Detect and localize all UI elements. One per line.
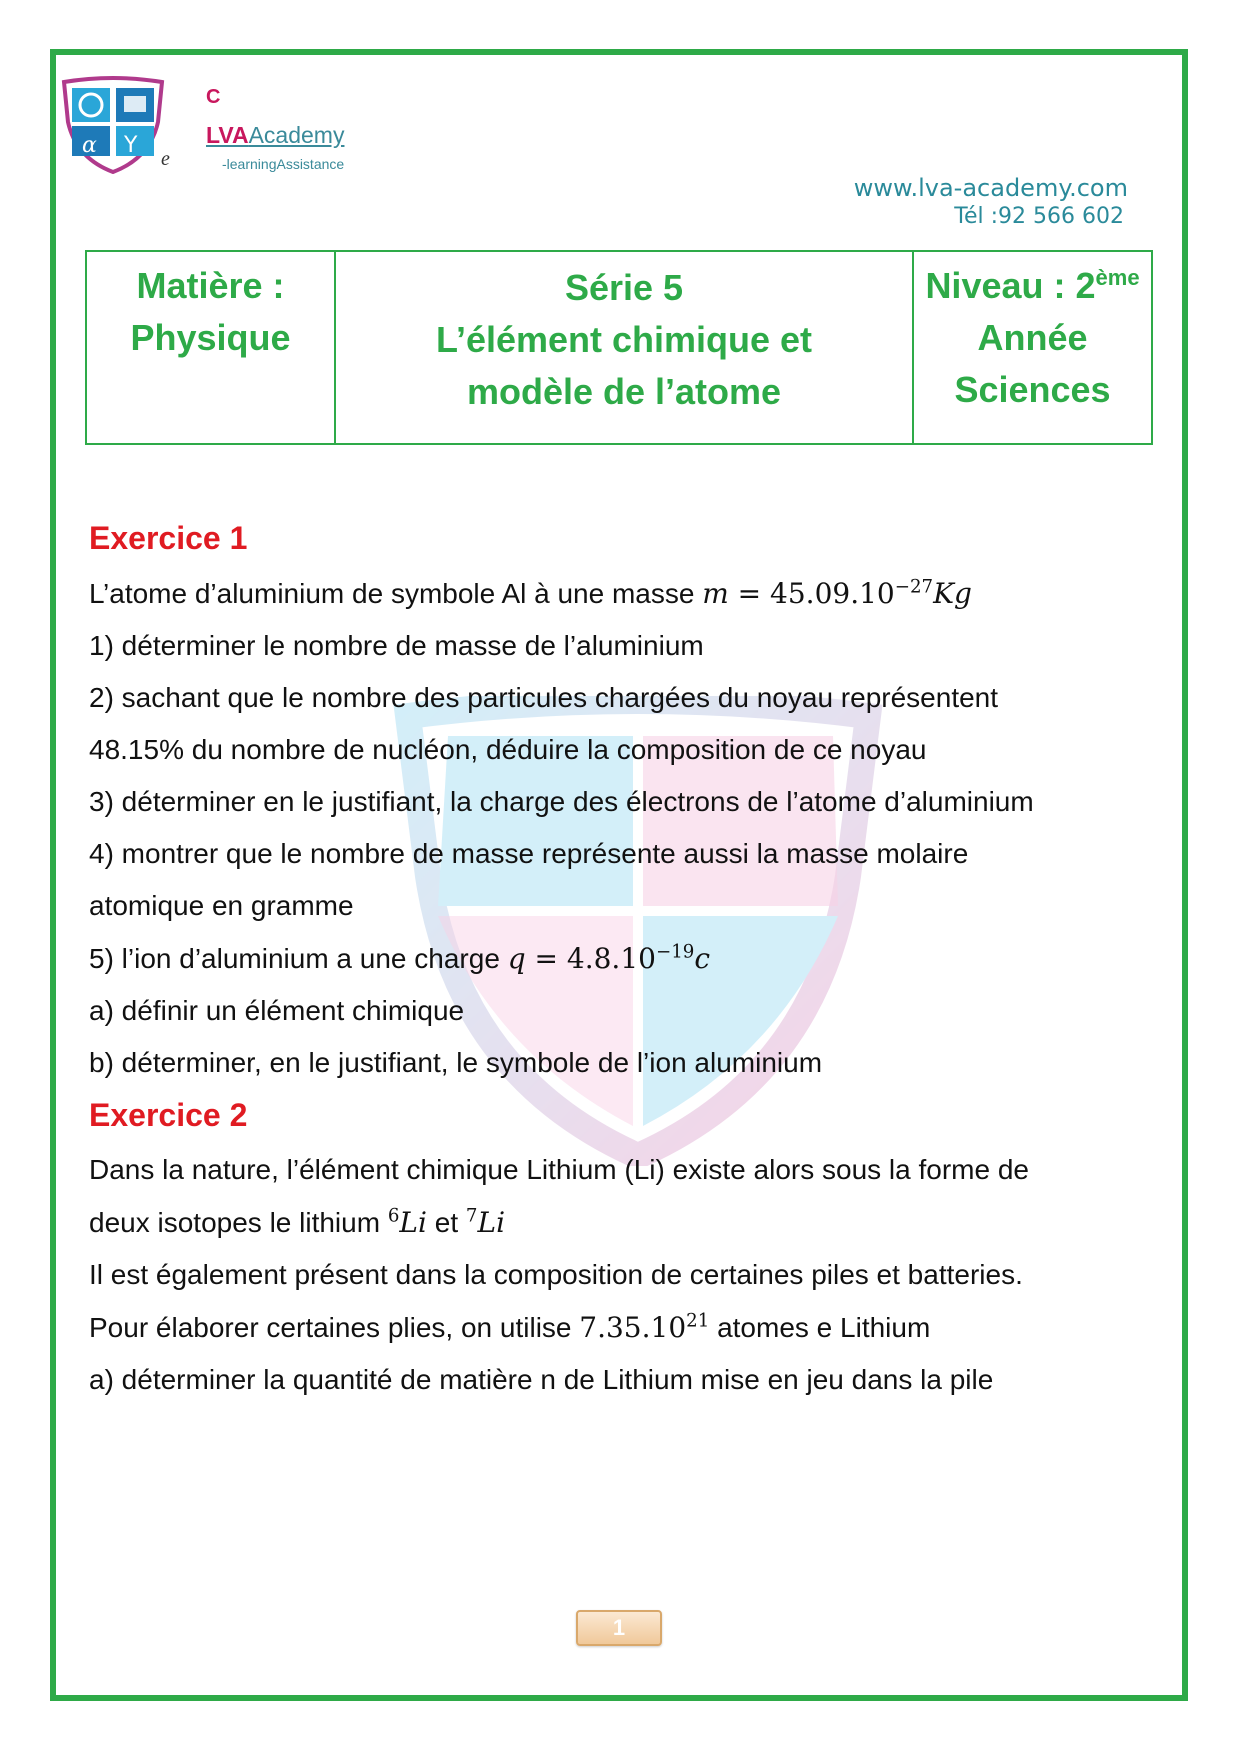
level-prefix: Niveau : 2: [925, 265, 1096, 306]
ex1-mass-eq: =: [728, 577, 771, 610]
ex2-p4-text: Pour élaborer certaines plies, on utilise: [89, 1312, 580, 1343]
lithium-7-symbol: Li: [477, 1206, 506, 1239]
ex2-p4-val: 7.35.10: [579, 1311, 687, 1344]
brand-name-lva: LVA: [206, 122, 249, 148]
brand-tagline: -learningAssistance: [222, 156, 345, 172]
ex1-q5-val: 4.8.10: [566, 942, 656, 975]
series-cell: [336, 252, 914, 443]
ex1-mass-var: m: [702, 577, 729, 610]
level-cell: [914, 252, 1151, 443]
header-table: [85, 250, 1153, 445]
ex1-mass-unit: Kg: [933, 577, 972, 610]
ex1-intro-text: L’atome d’aluminium de symbole Al à une masse: [89, 578, 703, 609]
exercise-1-q4-line2: atomique en gramme: [89, 890, 354, 921]
exercises-content: [89, 520, 1149, 1396]
series-number: Série 5: [564, 267, 684, 308]
exercise-2-p1: Dans la nature, l’élément chimique Lithium (Li) existe alors sous la forme de: [89, 1154, 1029, 1185]
exercise-1-q2-line2: 48.15% du nombre de nucléon, déduire la composition de ce noyau: [89, 734, 927, 765]
website-link[interactable]: www.lva-academy.com: [853, 174, 1128, 202]
exercise-2-p3: Il est également présent dans la composition de certaines piles et batteries.: [89, 1259, 1023, 1290]
lithium-6-mass: 6: [387, 1205, 400, 1227]
exercise-2-p2: [89, 1206, 1149, 1239]
level-line1: [914, 260, 1151, 312]
phone-number: Tél :92 566 602: [954, 204, 1124, 229]
ex2-p4-exp: 21: [686, 1310, 710, 1332]
exercise-1-q2-line1: 2) sachant que le nombre des particules chargées du noyau représentent: [89, 682, 999, 713]
ex2-p2-and: et: [426, 1207, 466, 1238]
exercise-1-q3: 3) déterminer en le justifiant, la charge des électrons de l’atome d’aluminium: [89, 786, 1034, 817]
ex1-q5-var: q: [507, 942, 526, 975]
ex2-p4-end: atomes e Lithium: [709, 1312, 931, 1343]
svg-text:Y: Y: [124, 133, 138, 158]
exercise-1-qa: a) définir un élément chimique: [89, 995, 465, 1026]
exercise-1-q5: [89, 942, 1149, 975]
lva-academy-logo: [58, 74, 168, 174]
subject-label: Matière :: [136, 265, 285, 306]
series-title-line1: L’élément chimique et: [435, 319, 813, 360]
svg-text:α: α: [82, 133, 97, 158]
exercise-1-qb: b) déterminer, en le justifiant, le symbole de l’ion aluminium: [89, 1047, 823, 1078]
subject-value: Physique: [130, 317, 291, 358]
exercise-1-q4-line1: 4) montrer que le nombre de masse représente aussi la masse molaire: [89, 838, 969, 869]
brand-name: [206, 122, 344, 149]
ex2-p2-text: deux isotopes le lithium: [89, 1207, 388, 1238]
exercise-1-intro: [89, 577, 1149, 610]
level-year: Année: [977, 317, 1088, 358]
page-number: 1: [576, 1610, 662, 1646]
level-track: Sciences: [954, 369, 1111, 410]
brand-letter-e: e: [161, 148, 170, 170]
ex1-q5-eq: =: [525, 942, 567, 975]
series-title-line2: modèle de l’atome: [466, 371, 782, 412]
exercise-1-title: Exercice 1: [89, 520, 248, 556]
ex1-mass-val: 45.09.10: [770, 577, 895, 610]
exercise-2-p4: [89, 1311, 1149, 1344]
lithium-7-mass: 7: [465, 1205, 478, 1227]
exercise-2-title: Exercice 2: [89, 1097, 248, 1133]
ex1-q5-exp: −19: [655, 941, 695, 963]
lithium-6-symbol: Li: [399, 1206, 427, 1239]
ex1-q5-text: 5) l’ion d’aluminium a une charge: [89, 943, 508, 974]
ex1-mass-exp: −27: [894, 576, 934, 598]
brand-letter-c: C: [206, 86, 221, 108]
ex1-q5-unit: c: [694, 942, 711, 975]
subject-cell: [87, 252, 336, 443]
level-superscript: ème: [1095, 265, 1140, 290]
brand-name-academy: Academy: [248, 122, 345, 148]
exercise-1-q1: 1) déterminer le nombre de masse de l’aluminium: [89, 630, 704, 661]
exercise-2-qa: a) déterminer la quantité de matière n de Lithium mise en jeu dans la pile: [89, 1364, 994, 1395]
